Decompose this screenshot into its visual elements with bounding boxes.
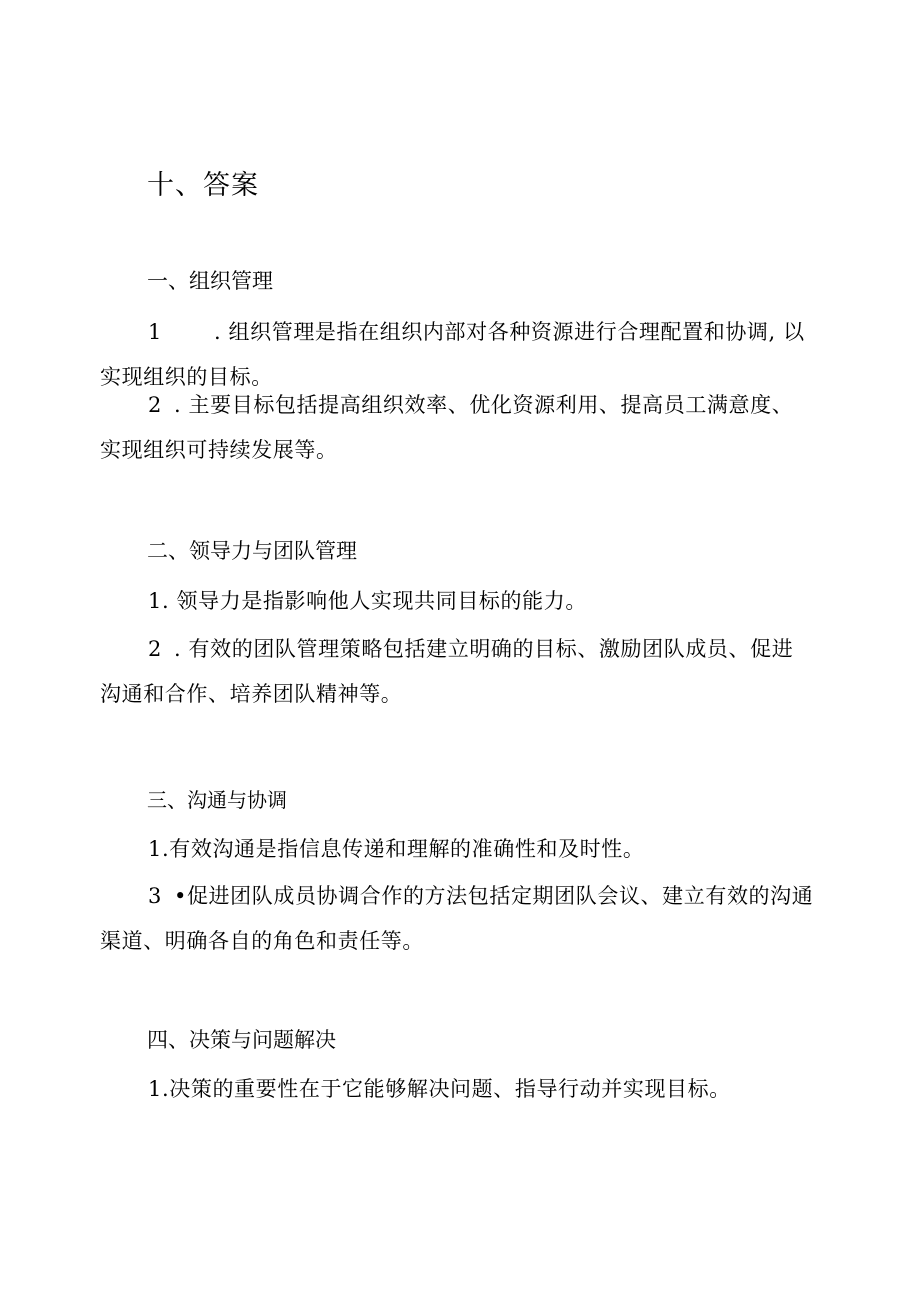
answer-paragraph (100, 874, 814, 964)
section-heading-leadership: 二、领导力与团队管理 (147, 539, 357, 563)
item-text: .决策的重要性在于它能够解决问题、指导行动并实现目标。 (161, 1077, 731, 1101)
answer-paragraph (148, 586, 587, 616)
item-number: 2 (148, 393, 162, 417)
item-text: 有效沟通是指信息传递和理解的准确性和及时性。 (169, 837, 645, 861)
item-text: . 组织管理是指在组织内部对各种资源进行合理配置和协调, 以实现组织的目标。 (100, 320, 805, 389)
item-text: •促进团队成员协调合作的方法包括定期团队会议、建立有效的沟通渠道、明确各自的角色和责任等。 (100, 884, 814, 953)
item-number: 1 (148, 1077, 162, 1101)
answer-paragraph (148, 834, 644, 864)
item-text: . 主要目标包括提高组织效率、优化资源利用、提高员工满意度、实现组织可持续发展等。 (100, 393, 794, 462)
answer-paragraph (100, 627, 814, 717)
section-heading-communication: 三、沟通与协调 (147, 788, 287, 812)
section-heading-organization: 一、组织管理 (147, 269, 273, 293)
answer-paragraph (100, 383, 814, 473)
item-number: 3 (148, 884, 162, 908)
answer-paragraph (148, 1074, 731, 1104)
page-title: 十、答案 (147, 170, 259, 201)
item-number: 1. (148, 837, 170, 861)
section-heading-decision: 四、决策与问题解决 (147, 1028, 336, 1052)
item-number: 1 (148, 320, 162, 344)
item-text: . 领导力是指影响他人实现共同目标的能力。 (161, 589, 587, 613)
item-text: . 有效的团队管理策略包括建立明确的目标、激励团队成员、促进沟通和合作、培养团队精神等。 (100, 637, 794, 706)
item-number: 1 (148, 589, 162, 613)
item-number: 2 (148, 637, 162, 661)
